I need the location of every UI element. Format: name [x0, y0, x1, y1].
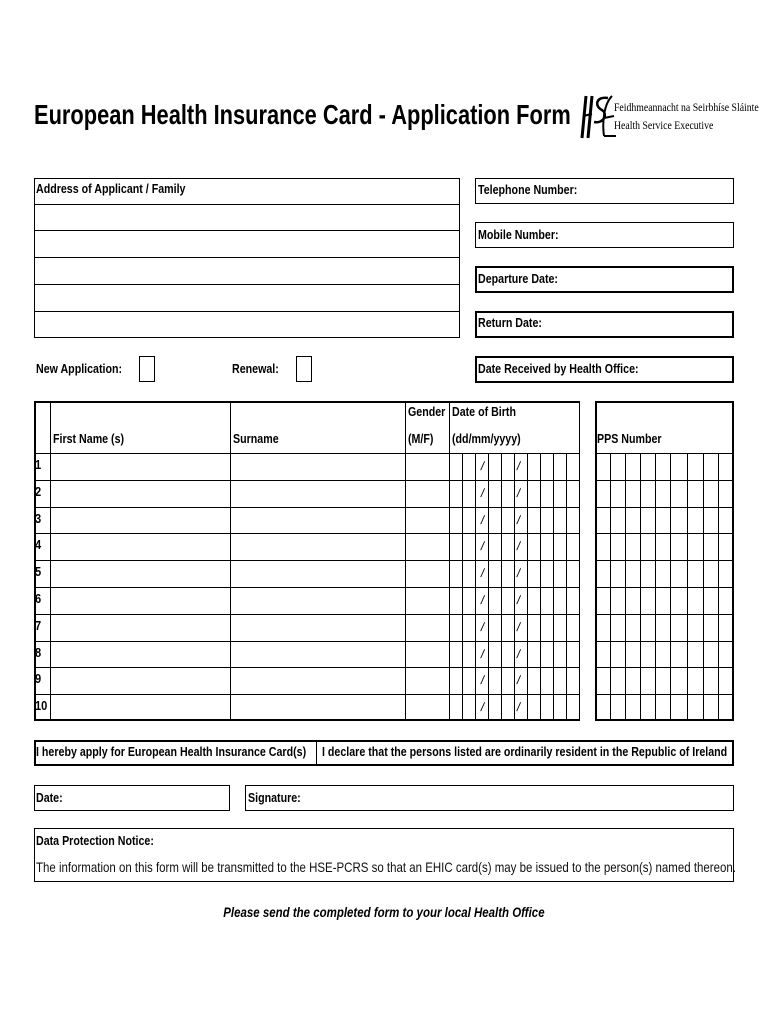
date-separator: / [515, 620, 522, 634]
address-line-2[interactable] [35, 231, 459, 257]
hse-logo [578, 92, 759, 144]
date-received-label: Date Received by Health Office: [478, 361, 639, 376]
surname-cell[interactable] [231, 615, 405, 641]
first-name-cell[interactable] [51, 561, 230, 587]
dob-header: Date of Birth [452, 404, 516, 419]
logo-line-irish: Feidhmeannacht na Seirbhíse Sláinte [614, 102, 759, 114]
row-number: 2 [35, 484, 42, 499]
mobile-label: Mobile Number: [478, 227, 559, 242]
gender-header: Gender [408, 404, 446, 419]
gender-cell[interactable] [406, 481, 449, 507]
date-separator: / [479, 647, 486, 661]
return-date-label: Return Date: [478, 315, 542, 330]
gender-cell[interactable] [406, 454, 449, 480]
dob-cell[interactable] [450, 454, 580, 480]
date-separator: / [479, 620, 486, 634]
row-number: 6 [35, 591, 42, 606]
date-separator: / [515, 513, 522, 527]
dob-header-sub: (dd/mm/yyyy) [452, 431, 521, 446]
address-line-3[interactable] [35, 258, 459, 284]
date-field[interactable] [34, 785, 230, 811]
date-separator: / [515, 593, 522, 607]
date-separator: / [479, 673, 486, 687]
first-name-cell[interactable] [51, 508, 230, 534]
first-name-cell[interactable] [51, 615, 230, 641]
first-name-cell[interactable] [51, 695, 230, 721]
date-separator: / [479, 459, 486, 473]
signature-label: Signature: [248, 790, 301, 805]
date-separator: / [515, 566, 522, 580]
new-application-checkbox[interactable] [139, 356, 155, 382]
dob-cell[interactable] [450, 561, 580, 587]
renewal-checkbox[interactable] [296, 356, 312, 382]
new-application-label: New Application: [36, 361, 123, 376]
date-separator: / [479, 539, 486, 553]
apply-declaration: I hereby apply for European Health Insurance Card(s) [36, 744, 307, 759]
address-label: Address of Applicant / Family [36, 181, 186, 196]
dob-cell[interactable] [450, 615, 580, 641]
telephone-label: Telephone Number: [478, 182, 578, 197]
signature-field[interactable] [245, 785, 734, 811]
surname-cell[interactable] [231, 454, 405, 480]
residence-declaration: I declare that the persons listed are ordinarily resident in the Republic of Ireland [322, 744, 728, 759]
date-label: Date: [36, 790, 63, 805]
surname-cell[interactable] [231, 668, 405, 694]
first-name-cell[interactable] [51, 668, 230, 694]
gender-cell[interactable] [406, 508, 449, 534]
first-name-cell[interactable] [51, 481, 230, 507]
first-name-header: First Name (s) [53, 431, 125, 446]
first-name-cell[interactable] [51, 534, 230, 560]
first-name-cell[interactable] [51, 642, 230, 668]
gender-cell[interactable] [406, 615, 449, 641]
data-protection-heading: Data Protection Notice: [36, 833, 154, 848]
dob-cell[interactable] [450, 588, 580, 614]
surname-cell[interactable] [231, 642, 405, 668]
dob-cell[interactable] [450, 668, 580, 694]
gender-cell[interactable] [406, 695, 449, 721]
footer-text: Please send the completed form to your local Health Office [223, 904, 545, 920]
dob-cell[interactable] [450, 695, 580, 721]
pps-table [595, 401, 734, 721]
date-separator: / [479, 566, 486, 580]
row-number: 4 [35, 537, 42, 552]
date-separator: / [515, 700, 522, 714]
gender-cell[interactable] [406, 561, 449, 587]
row-number: 10 [35, 698, 48, 713]
data-protection-text: The information on this form will be transmitted to the HSE-PCRS so that an EHIC card(s) may be issued to the person(s) named thereon. [36, 859, 736, 875]
gender-cell[interactable] [406, 668, 449, 694]
surname-cell[interactable] [231, 695, 405, 721]
surname-header: Surname [233, 431, 279, 446]
logo-line-english: Health Service Executive [614, 120, 714, 132]
row-number: 9 [35, 671, 42, 686]
departure-date-label: Departure Date: [478, 271, 558, 286]
pps-header: PPS Number [597, 431, 662, 446]
gender-header-sub: (M/F) [408, 431, 434, 446]
address-line-4[interactable] [35, 285, 459, 311]
row-number: 5 [35, 564, 42, 579]
row-number: 7 [35, 618, 42, 633]
dob-cell[interactable] [450, 534, 580, 560]
surname-cell[interactable] [231, 561, 405, 587]
date-separator: / [515, 539, 522, 553]
renewal-label: Renewal: [232, 361, 279, 376]
dob-cell[interactable] [450, 642, 580, 668]
date-separator: / [515, 486, 522, 500]
date-separator: / [479, 486, 486, 500]
date-separator: / [479, 700, 486, 714]
first-name-cell[interactable] [51, 588, 230, 614]
date-separator: / [479, 593, 486, 607]
surname-cell[interactable] [231, 508, 405, 534]
first-name-cell[interactable] [51, 454, 230, 480]
row-number: 8 [35, 645, 42, 660]
row-number: 1 [35, 457, 42, 472]
gender-cell[interactable] [406, 642, 449, 668]
surname-cell[interactable] [231, 588, 405, 614]
address-line-1[interactable] [35, 205, 459, 230]
dob-cell[interactable] [450, 508, 580, 534]
surname-cell[interactable] [231, 534, 405, 560]
footer-instruction [0, 904, 768, 920]
dob-cell[interactable] [450, 481, 580, 507]
surname-cell[interactable] [231, 481, 405, 507]
row-number: 3 [35, 511, 42, 526]
date-separator: / [515, 647, 522, 661]
gender-cell[interactable] [406, 534, 449, 560]
gender-cell[interactable] [406, 588, 449, 614]
date-separator: / [515, 673, 522, 687]
address-line-5[interactable] [35, 312, 459, 337]
page-title: European Health Insurance Card - Application Form [34, 99, 571, 130]
date-separator: / [479, 513, 486, 527]
hse-logo-icon [578, 92, 618, 144]
date-separator: / [515, 459, 522, 473]
